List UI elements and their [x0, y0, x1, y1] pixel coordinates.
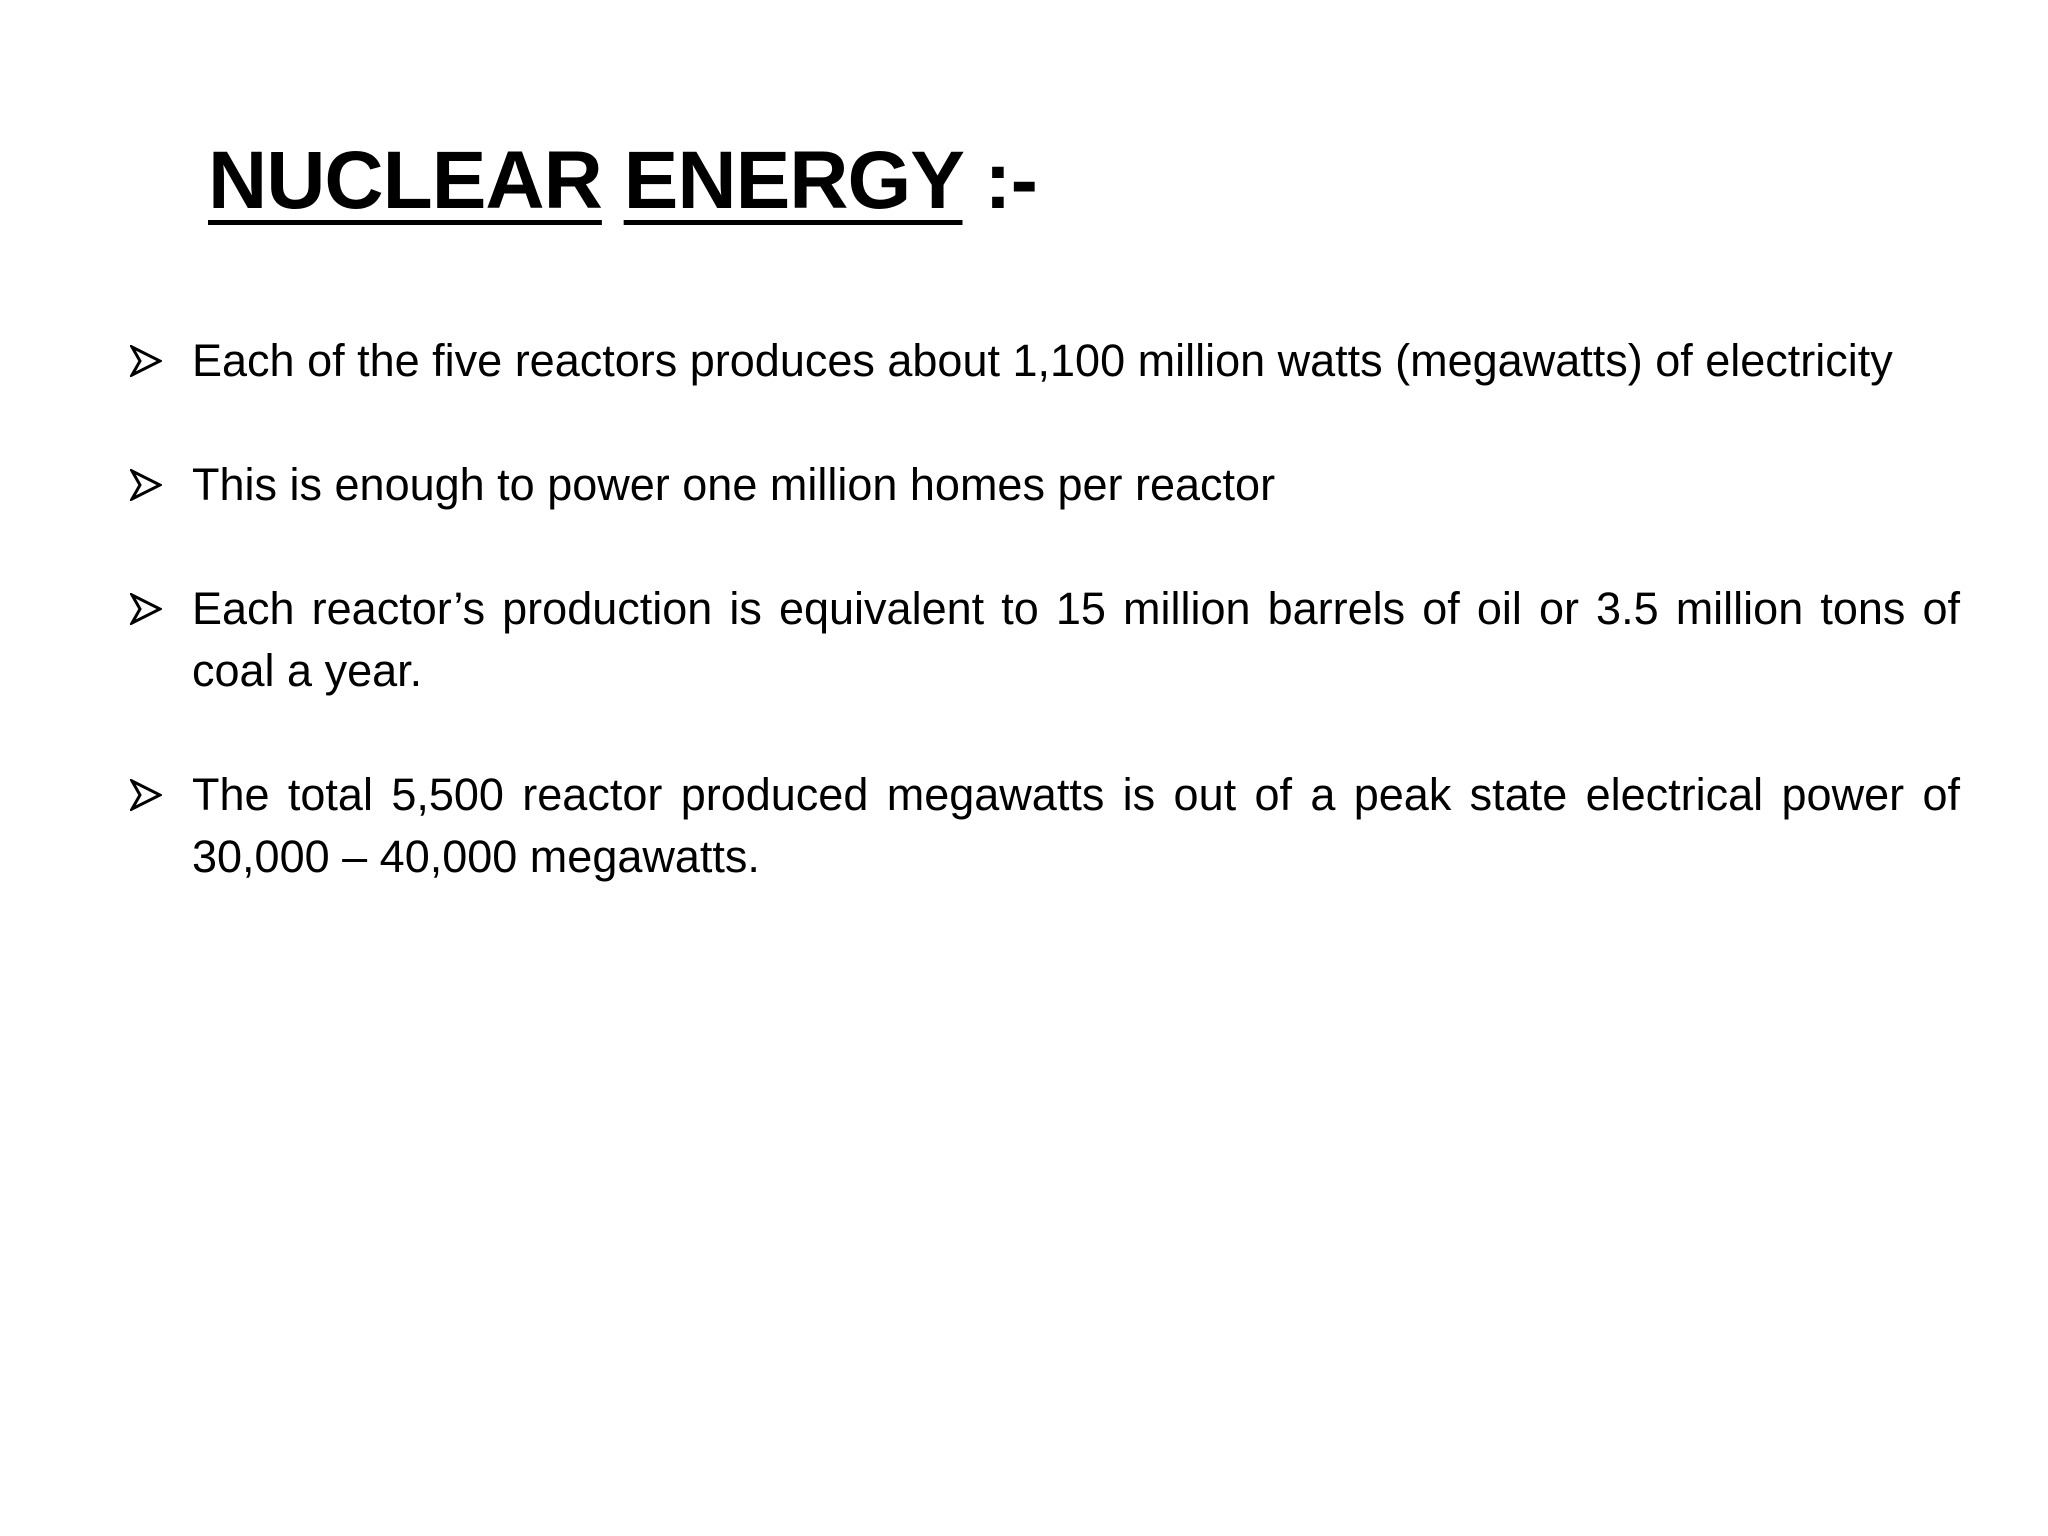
- bullet-text: This is enough to power one million homes per reactor: [192, 459, 1276, 510]
- title-word-nuclear: NUCLEAR: [208, 135, 602, 226]
- arrow-bullet-icon: [130, 779, 162, 811]
- bullet-item: [130, 330, 1960, 392]
- arrow-bullet-icon: [130, 345, 162, 377]
- bullet-list: [130, 330, 1960, 950]
- bullet-text: Each reactor’s production is equivalent to 15 million barrels of oil or 3.5 million tons of coal a year.: [192, 583, 1960, 696]
- title-suffix: :-: [984, 135, 1037, 226]
- title-word-energy: ENERGY: [623, 135, 963, 226]
- bullet-item: [130, 454, 1960, 516]
- arrow-bullet-icon: [130, 593, 162, 625]
- bullet-text: The total 5,500 reactor produced megawatts is out of a peak state electrical power of 30,000 – 40,000 megawatts.: [192, 769, 1960, 882]
- arrow-bullet-icon: [130, 469, 162, 501]
- bullet-item: [130, 764, 1960, 888]
- slide-title: [208, 135, 1037, 226]
- bullet-item: [130, 578, 1960, 702]
- bullet-text: Each of the five reactors produces about 1,100 million watts (megawatts) of electricity: [192, 335, 1893, 386]
